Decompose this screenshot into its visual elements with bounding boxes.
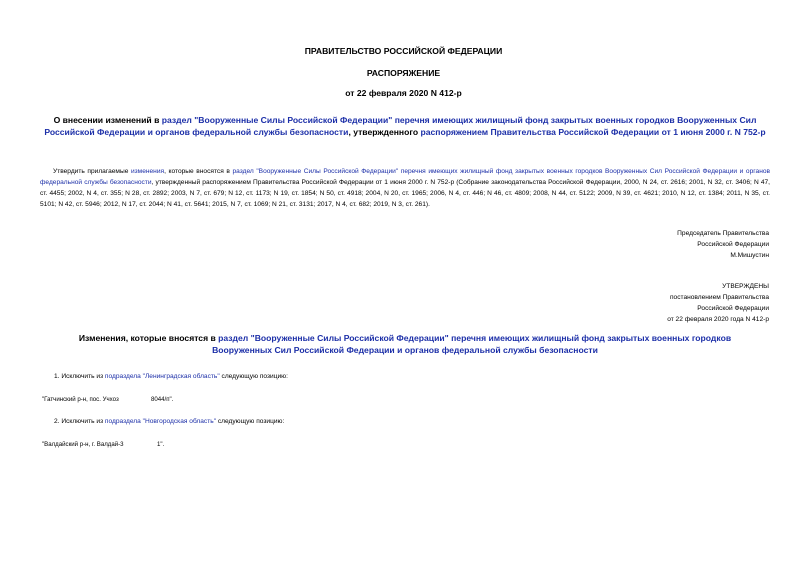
approval-act: постановлением Правительства [669,294,769,301]
body-text-1: Утвердить прилагаемые [53,168,131,175]
novgorod-subsection-link[interactable]: подраздела "Новгородская область" [104,418,217,425]
signature-country: Российской Федерации [697,241,769,248]
item-1-prefix: 1. Исключить из [54,373,105,380]
item-2-row-value: 1". [157,441,165,448]
approval-block [667,281,769,325]
item-2-row-name: "Валдайский р-н, г. Валдай-3 [42,441,124,448]
title-order-link[interactable]: распоряжением Правительства Российской Федерации от 1 июня 2000 г. N 752-р [420,127,766,137]
body-text-3: , утвержденный распоряжением Правительства Российской Федерации от 1 июня 2000 г. N 752-р (Собрание законодательства Российской Федерации, 2000, N 24, ст. 2616; 2001, N 32, ст. 3406; N 47, ст. 4455; 2002, N 4, ст. 355; N 28, ст. 2892; 2003, N 7, ст. 679; N 12, ст. 1173; N 19, ст. 1854; N 50, ст. 4918; 2004, N 20, ст. 1965; 2006, N 4, ст. 446; N 46, ст. 4809; 2008, N 44, ст. 5122; 2009, N 39, ст. 4621; 2010, N 12, ст. 1384; 2011, N 35, ст. 5101; N 42, ст. 5946; 2012, N 17, ст. 2044; N 41, ст. 5641; 2015, N 7, ст. 1069; N 21, ст. 3131; 2017, N 4, ст. 682; 2019, N 3, ст. 261). [40,179,771,208]
signature-name: М.Мишустин [730,252,769,259]
changes-title [60,332,750,356]
title-section-link[interactable]: раздел "Вооруженные Силы Российской Федерации" перечня имеющих жилищный фонд закрытых военных городков Вооруженных Сил Российской Федерации и органов федеральной службы безопасности [44,115,757,137]
body-text-2: , которые вносятся в [164,168,233,175]
changes-link[interactable]: изменения [130,168,165,175]
signature-position: Председатель Правительства [677,230,769,237]
document-title [40,114,770,138]
item-1-suffix: следующую позицию: [219,373,288,380]
body-paragraph [40,166,770,210]
approval-heading: УТВЕРЖДЕНЫ [722,283,769,290]
item-1-row-value: 8044/п". [151,396,174,403]
document-date: от 22 февраля 2020 N 412-р [345,88,462,98]
title-text-2: , утвержденного [348,127,421,137]
approval-country: Российской Федерации [697,305,769,312]
item-1 [54,373,288,380]
body-section-link[interactable]: раздел "Вооруженные Силы Российской Федерации" перечня имеющих жилищный фонд закрытых военных городков Вооруженных Сил Российской Федерации и органов федеральной службы безопасности [40,168,771,186]
document-type: РАСПОРЯЖЕНИЕ [366,68,441,78]
signature-block [677,228,769,261]
leningrad-subsection-link[interactable]: подраздела "Ленинградская область" [104,373,220,380]
item-2-suffix: следующую позицию: [216,418,285,425]
approval-date: от 22 февраля 2020 года N 412-р [667,316,769,323]
item-2-prefix: 2. Исключить из [54,418,105,425]
title-text-1: О внесении изменений в [53,115,162,125]
government-heading: ПРАВИТЕЛЬСТВО РОССИЙСКОЙ ФЕДЕРАЦИИ [304,46,503,56]
item-2 [54,418,284,425]
item-1-row-name: "Гатчинский р-н, пос. Учхоз [42,396,119,403]
changes-title-text: Изменения, которые вносятся в [78,333,219,343]
changes-title-link[interactable]: раздел "Вооруженные Силы Российской Федерации" перечня имеющих жилищный фонд закрытых военных городков Вооруженных Сил Российской Федерации и органов федеральной службы безопасности [212,333,732,355]
